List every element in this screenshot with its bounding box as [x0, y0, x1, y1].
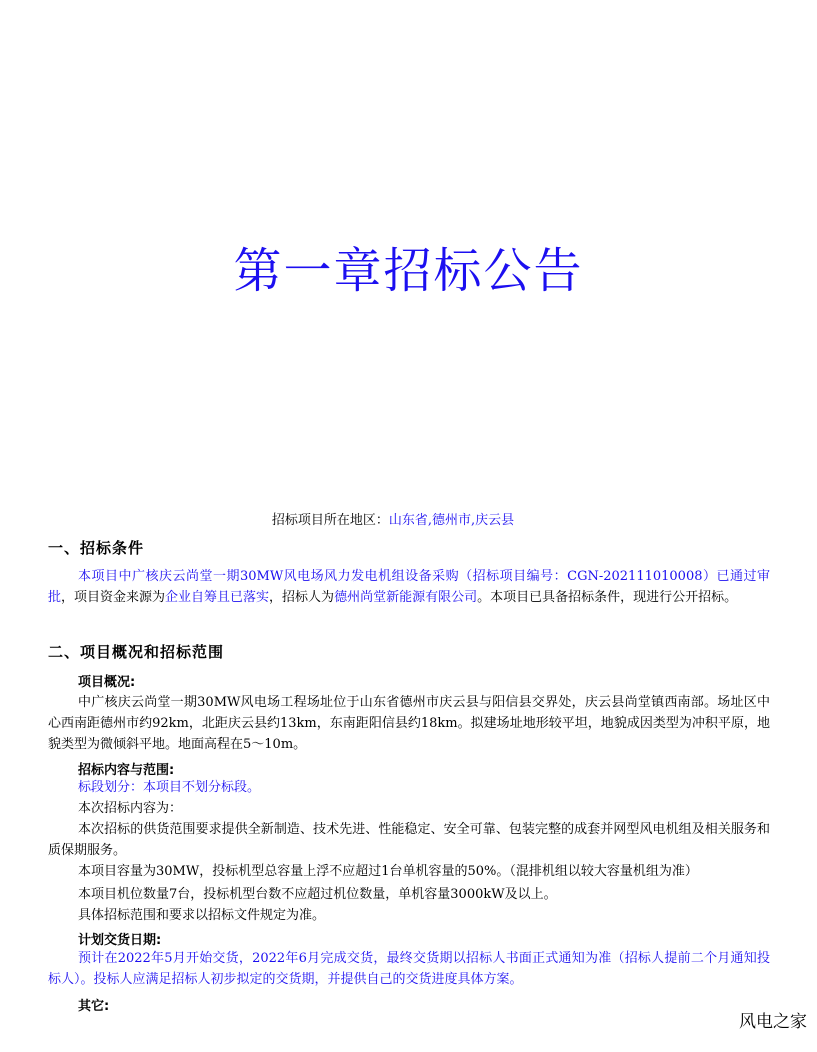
- section-heading-bid-conditions: 一、招标条件: [48, 539, 145, 557]
- delivery-paragraph: 预计在2022年5月开始交货，2022年6月完成交货，最终交货期以招标人书面正式通知为准（招标人提前二个月通知投标人）。投标人应满足招标人初步拟定的交货期，并提供自己的交货进度具体方案。: [48, 951, 770, 987]
- section-heading-overview-scope: 二、项目概况和招标范围: [48, 643, 225, 661]
- other-heading: 其它:: [78, 999, 110, 1014]
- scope-intro-line: 本次招标内容为：: [78, 801, 183, 816]
- region-value: 山东省,德州市,庆云县: [388, 513, 515, 528]
- overview-paragraph: 中广核庆云尚堂一期30MW风电场工程场址位于山东省德州市庆云县与阳信县交界处，庆云县尚堂镇西南部。场址区中心西南距德州市约92km，北距庆云县约13km，东南距阳信县约18km。拟建场址地形较平坦，地貌成因类型为冲积平原，地貌类型为微倾斜平地。地面高程在5～10m。: [48, 695, 770, 752]
- chapter-title: 第一章招标公告: [233, 243, 584, 299]
- watermark: 风电之家: [739, 1012, 807, 1032]
- bid-conditions-paragraph: 本项目中广核庆云尚堂一期30MW风电场风力发电机组设备采购（招标项目编号：CGN-202111010008）已通过审批，项目资金来源为企业自筹且已落实，招标人为德州尚堂新能源有限公司。本项目已具备招标条件，现进行公开招标。: [48, 569, 770, 605]
- overview-heading: 项目概况:: [78, 675, 136, 690]
- capacity-line: 本项目容量为30MW，投标机型总容量上浮不应超过1台单机容量的50%。（混排机组以较大容量机组为准）: [78, 864, 698, 879]
- delivery-heading: 计划交货日期:: [78, 933, 162, 948]
- scope-heading: 招标内容与范围:: [78, 763, 175, 778]
- turbine-count-line: 本项目机位数量7台，投标机型台数不应超过机位数量，单机容量3000kW及以上。: [78, 887, 557, 902]
- project-region: [0, 509, 786, 528]
- scope-paragraph: 本次招标的供货范围要求提供全新制造、技术先进、性能稳定、安全可靠、包装完整的成套并网型风电机组及相关服务和质保期服务。: [48, 822, 770, 858]
- lot-division-line: 标段划分：本项目不划分标段。: [78, 780, 261, 795]
- scope-reference-line: 具体招标范围和要求以招标文件规定为准。: [78, 908, 326, 923]
- region-label: 招标项目所在地区：: [271, 513, 389, 528]
